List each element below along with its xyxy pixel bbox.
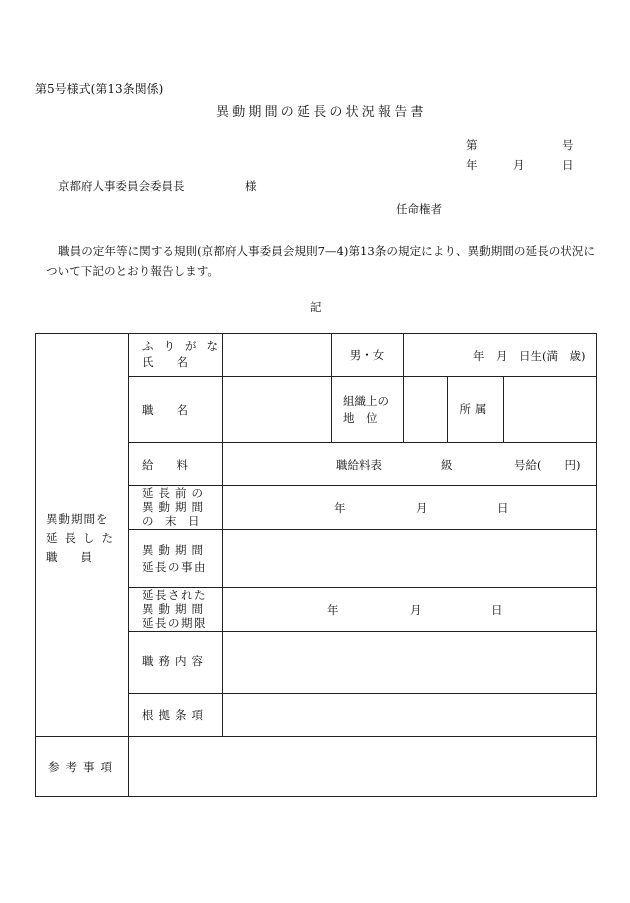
table-hline <box>128 376 597 377</box>
paragraph-line-1: 職員の定年等に関する規則(京都府人事委員会規則7—4)第13条の規定により、異動期間の延長の状況に <box>58 244 596 258</box>
table-hline <box>128 631 597 632</box>
affiliation-label: 所属 <box>459 402 491 416</box>
extended-year: 年 <box>327 603 339 617</box>
basis-label: 根拠条項 <box>142 708 208 722</box>
table-vline <box>403 334 404 442</box>
ki-heading: 記 <box>310 300 322 314</box>
document-title: 異動期間の延長の状況報告書 <box>216 105 427 120</box>
grade-label: 級 <box>441 458 453 472</box>
gender-label: 男・女 <box>349 348 385 362</box>
salary-table-label: 職給料表 <box>336 458 382 472</box>
number-suffix: 号 <box>562 138 574 152</box>
prev-end-date-label: 延長前の 異動期間 の 末 日 <box>142 486 208 528</box>
step-label: 号給( 円) <box>514 458 581 472</box>
duties-label: 職務内容 <box>142 654 208 668</box>
form-number: 第5号様式(第13条関係) <box>35 82 164 96</box>
prev-end-day: 日 <box>497 501 509 515</box>
number-prefix: 第 <box>466 138 478 152</box>
prev-end-year: 年 <box>334 501 346 515</box>
date-day-label: 日 <box>562 158 574 172</box>
extended-month: 月 <box>410 603 422 617</box>
extended-day: 日 <box>491 603 503 617</box>
table-vline <box>128 334 129 736</box>
table-hline <box>36 736 597 737</box>
appointer-label: 任命権者 <box>396 202 442 216</box>
prev-end-month: 月 <box>416 501 428 515</box>
table-hline <box>128 693 597 694</box>
reference-label: 参考事項 <box>48 760 118 774</box>
date-month-label: 月 <box>513 158 525 172</box>
salary-label: 給 料 <box>142 458 188 472</box>
table-vline <box>128 736 129 797</box>
date-year-label: 年 <box>466 158 478 172</box>
furigana-name-label: ふりがな 氏 名 <box>142 339 228 369</box>
table-hline <box>128 529 597 530</box>
extension-reason-label: 異動期間 延長の事由 <box>142 543 208 574</box>
table-vline <box>222 334 223 736</box>
group-label: 異動期間を 延長した 職 員 <box>46 512 120 564</box>
table-vline <box>503 376 504 442</box>
paragraph-line-2: ついて下記のとおり報告します。 <box>46 264 219 278</box>
report-table <box>35 333 597 797</box>
extended-deadline-label: 延長された 異動期間 延長の期限 <box>142 588 208 630</box>
post-label: 職 名 <box>142 403 188 417</box>
addressee: 京都府人事委員会委員長 <box>58 179 185 193</box>
org-position-label: 組織上の 地 位 <box>343 394 389 425</box>
addressee-honorific: 様 <box>245 179 257 193</box>
birth-date-label: 年 月 日生(満 歳) <box>473 349 586 363</box>
table-hline <box>128 442 597 443</box>
